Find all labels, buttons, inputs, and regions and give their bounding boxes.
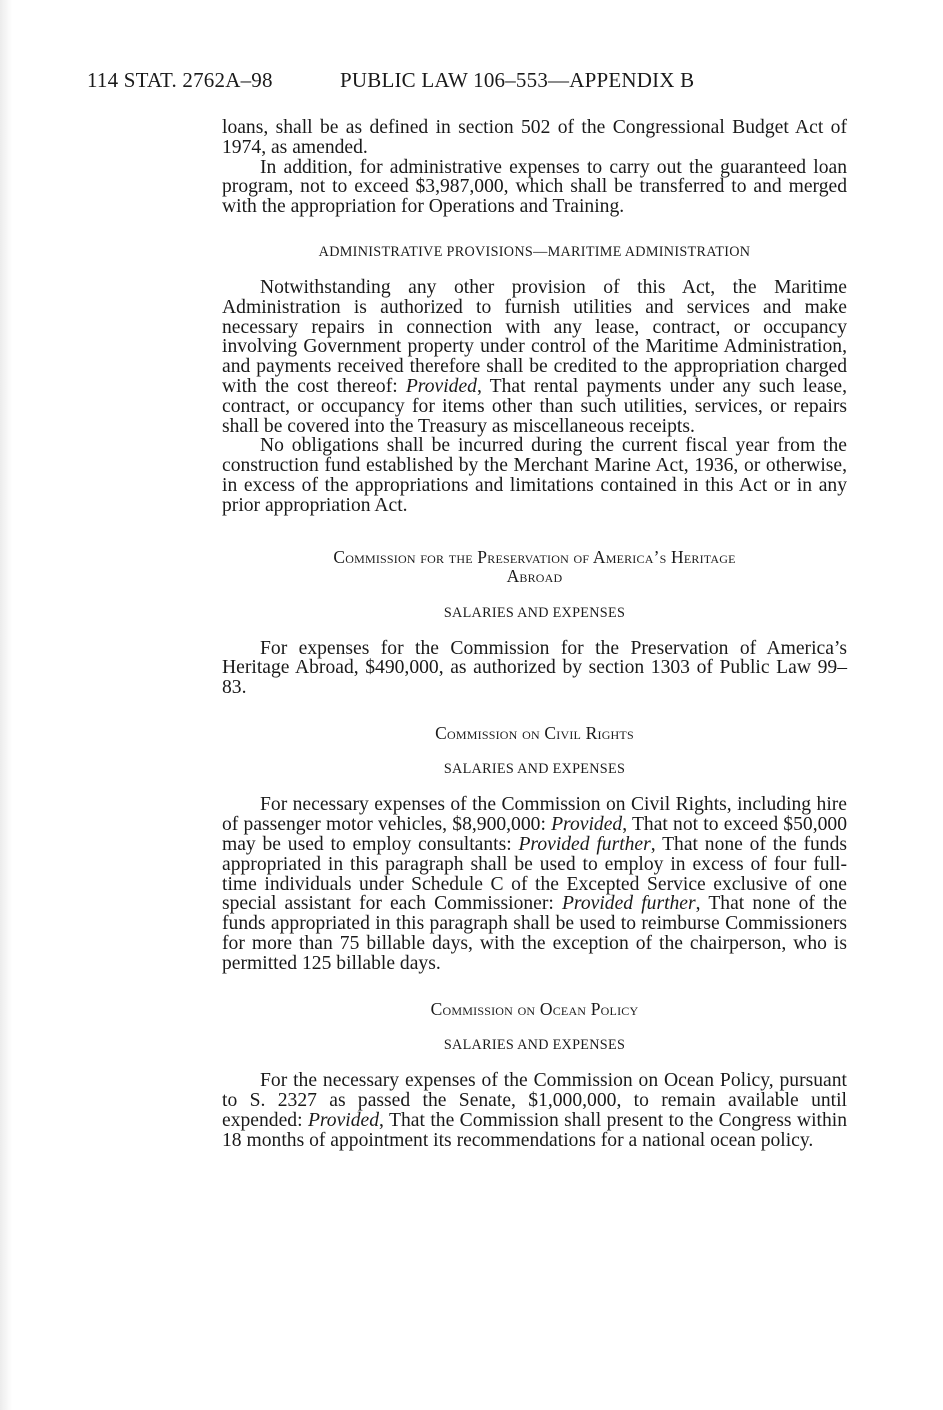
heading-maritime-admin-provisions: ADMINISTRATIVE PROVISIONS—MARITIME ADMINISTRATION: [318, 243, 751, 260]
document-body: [222, 118, 847, 1150]
heading-civil-rights-commission: Commission on Civil Rights: [435, 722, 634, 743]
paragraph-construction-fund: No obligations shall be incurred during the current fiscal year from the construction fund established by the Merchant Marine Act, 1936, or otherwise, in excess of the appropriations and limitations contained in this Act or in any prior appropriation Act.: [222, 435, 847, 516]
heading-heritage-commission: Commission for the Preservation of America’s Heritage Abroad: [333, 546, 736, 587]
paragraph-heritage-expenses: For expenses for the Commission for the Preservation of America’s Heritage Abroad, $490,000, as authorized by section 1303 of Public Law 99–83.: [222, 637, 847, 699]
heading-salaries-expenses: SALARIES AND EXPENSES: [443, 1037, 626, 1054]
paragraph-ocean-policy-expenses: For the necessary expenses of the Commission on Ocean Policy, pursuant to S. 2327 as passed the Senate, $1,000,000, to remain available until expended: Provided, That the Commission shall present to the Congress within 18 months of appointment its recommendations for a national ocean policy.: [222, 1070, 847, 1151]
paragraph-guaranteed-loan-admin: In addition, for administrative expenses to carry out the guaranteed loan program, not to exceed $3,987,000, which shall be transferred to and merged with the appropriation for Operations and Training.: [222, 156, 847, 218]
statute-citation: 114 STAT. 2762A–98: [87, 68, 273, 92]
paragraph-loans-definition: loans, shall be as defined in section 502 of the Congressional Budget Act of 1974, as amended.: [222, 117, 847, 158]
page-edge: [0, 0, 12, 1410]
heading-salaries-expenses: SALARIES AND EXPENSES: [443, 604, 626, 621]
heading-ocean-policy-commission: Commission on Ocean Policy: [430, 998, 639, 1019]
paragraph-civil-rights-expenses: For necessary expenses of the Commission on Civil Rights, including hire of passenger motor vehicles, $8,900,000: Provided, That not to exceed $50,000 may be used to employ consultants: Provided further, That none of the funds appropriated in this paragraph shall be used to employ in excess of four full-time individuals under Schedule C of the Excepted Service exclusive of one special assistant for each Commissioner: Provided further, That none of the funds appropriated in this paragraph shall be used to reimburse Commissioners for more than 75 billable days, with the exception of the chairperson, who is permitted 125 billable days.: [222, 794, 848, 974]
running-head: [87, 68, 847, 93]
heading-salaries-expenses: SALARIES AND EXPENSES: [443, 761, 626, 778]
paragraph-maritime-utilities: Notwithstanding any other provision of this Act, the Maritime Administration is authorized to furnish utilities and services and make necessary repairs in connection with any lease, contract, or occupancy involving Government property under control of the Maritime Administration, and payments received therefore shall be credited to the appropriation charged with the cost thereof: Provided, That rental payments under any such lease, contract, or occupancy for items other than such utilities, services, or repairs shall be covered into the Treasury as miscellaneous receipts.: [222, 276, 847, 437]
law-title: PUBLIC LAW 106–553—APPENDIX B: [340, 68, 695, 92]
